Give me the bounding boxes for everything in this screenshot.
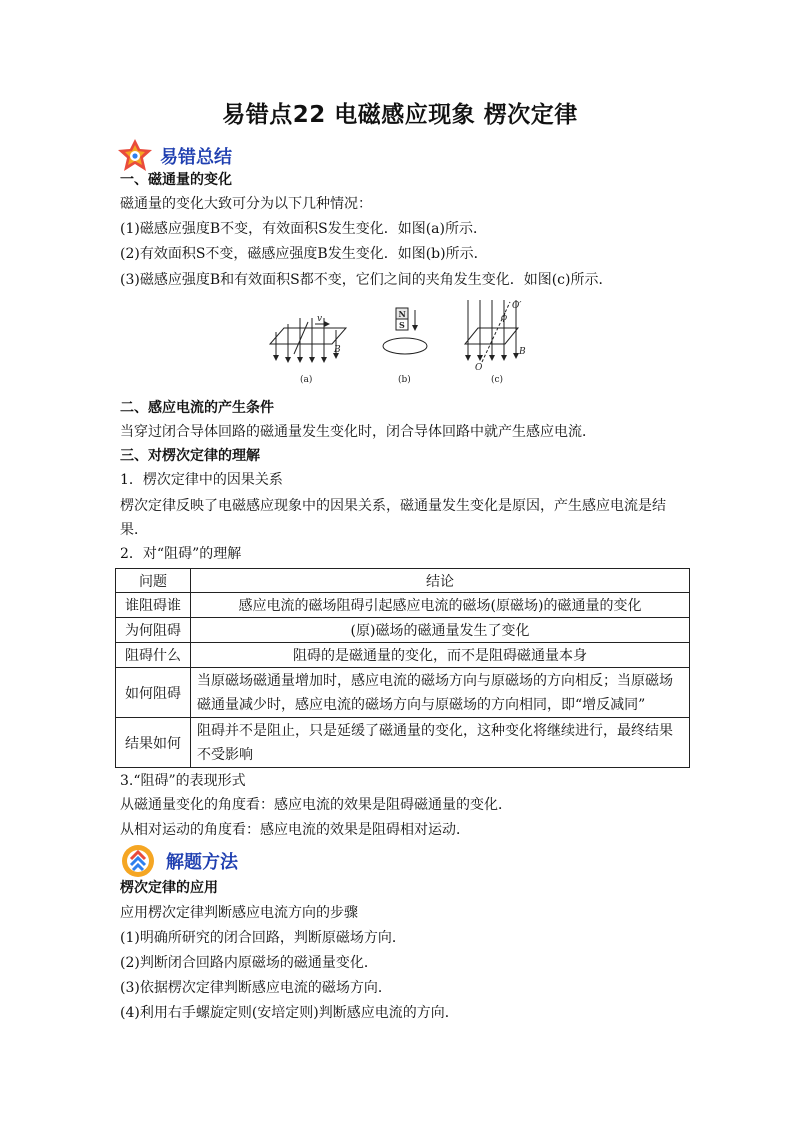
text-line: (4)利用右手螺旋定则(安培定则)判断感应电流的方向． xyxy=(120,1005,459,1021)
table-cell-answer: 阻碍的是磁通量的变化，而不是阻碍磁通量本身 xyxy=(191,643,690,668)
table-cell-question: 如何阻碍 xyxy=(116,668,191,718)
table-cell-question: 谁阻碍谁 xyxy=(116,593,191,618)
table-cell-answer: 感应电流的磁场阻碍引起感应电流的磁场(原磁场)的磁通量的变化 xyxy=(191,593,690,618)
section-heading-label: 解题方法 xyxy=(166,852,238,873)
list-item: 2．对“阻碍”的理解 xyxy=(120,546,242,562)
list-item: 3.“阻碍”的表现形式 xyxy=(120,773,246,789)
table-cell-answer: 阻碍并不是阻止，只是延缓了磁通量的变化，这种变化将继续进行，最终结果不受影响 xyxy=(191,718,690,768)
figure-label-b-c: B xyxy=(519,347,526,357)
section-heading-summary xyxy=(116,138,232,174)
text-line: 当穿过闭合导体回路的磁通量发生变化时，闭合导体回路中就产生感应电流． xyxy=(120,424,596,440)
text-line: 从相对运动的角度看：感应电流的效果是阻碍相对运动． xyxy=(120,822,470,838)
table-row xyxy=(116,718,690,768)
text-line: 应用楞次定律判断感应电流方向的步骤 xyxy=(120,905,358,921)
table-row xyxy=(116,593,690,618)
subheading-flux-change: 一、磁通量的变化 xyxy=(120,172,232,188)
table-cell-question: 结果如何 xyxy=(116,718,191,768)
text-line: (1)明确所研究的闭合回路，判断原磁场方向． xyxy=(120,930,406,946)
text-line: 磁通量的变化大致可分为以下几种情况： xyxy=(120,196,372,212)
figure-label-b: B xyxy=(334,345,341,355)
magnet-label-s: S xyxy=(399,320,405,330)
text-line: (2)有效面积S不变，磁感应强度B发生变化．如图(b)所示． xyxy=(120,246,488,262)
section-heading-method xyxy=(120,843,238,879)
obstruction-table xyxy=(115,568,690,768)
text-line: (1)磁感应强度B不变，有效面积S发生变化．如图(a)所示． xyxy=(120,221,487,237)
figure-caption-c: (c) xyxy=(491,375,504,385)
list-item: 1．楞次定律中的因果关系 xyxy=(120,472,283,488)
figure-label-o: O xyxy=(475,363,483,373)
table-cell-answer: (原)磁场的磁通量发生了变化 xyxy=(191,618,690,643)
table-row xyxy=(116,618,690,643)
figure-caption-b: (b) xyxy=(398,375,411,385)
figure-c-diagram xyxy=(465,300,518,362)
table-header-row xyxy=(116,569,690,593)
section-heading-label: 易错总结 xyxy=(160,147,232,168)
table-cell-question: 阻碍什么 xyxy=(116,643,191,668)
subheading-lenz-law: 三、对楞次定律的理解 xyxy=(120,448,260,464)
table-cell-question: 为何阻碍 xyxy=(116,618,191,643)
magnet-label-n: N xyxy=(398,309,406,319)
figure-label-o-prime: O′ xyxy=(512,301,522,311)
table-header-cell: 问题 xyxy=(116,569,191,593)
page-title: 易错点22 电磁感应现象 楞次定律 xyxy=(222,102,578,128)
subheading-lenz-application: 楞次定律的应用 xyxy=(120,880,218,896)
subheading-induced-current: 二、感应电流的产生条件 xyxy=(120,400,274,416)
table-row xyxy=(116,668,690,718)
text-line: (3)依据楞次定律判断感应电流的磁场方向． xyxy=(120,980,392,996)
table-header-cell: 结论 xyxy=(191,569,690,593)
paragraph: 楞次定律反映了电磁感应现象中的因果关系，磁通量发生变化是原因，产生感应电流是结果． xyxy=(120,498,666,538)
text-line: (2)判断闭合回路内原磁场的磁通量变化． xyxy=(120,955,378,971)
flux-figure xyxy=(260,296,550,391)
table-row xyxy=(116,643,690,668)
figure-label-phi: ϕ xyxy=(501,313,508,323)
text-line: 从磁通量变化的角度看：感应电流的效果是阻碍磁通量的变化． xyxy=(120,797,512,813)
table-cell-answer: 当原磁场磁通量增加时，感应电流的磁场方向与原磁场的方向相反；当原磁场磁通量减少时，感应电流的磁场方向与原磁场的方向相同，即“增反减同” xyxy=(191,668,690,718)
method-badge-icon xyxy=(120,843,156,879)
figure-caption-a: (a) xyxy=(300,375,313,385)
star-badge-icon xyxy=(116,138,154,174)
text-line: (3)磁感应强度B和有效面积S都不变，它们之间的夹角发生变化．如图(c)所示． xyxy=(120,272,613,288)
figure-label-v: v xyxy=(317,314,323,324)
